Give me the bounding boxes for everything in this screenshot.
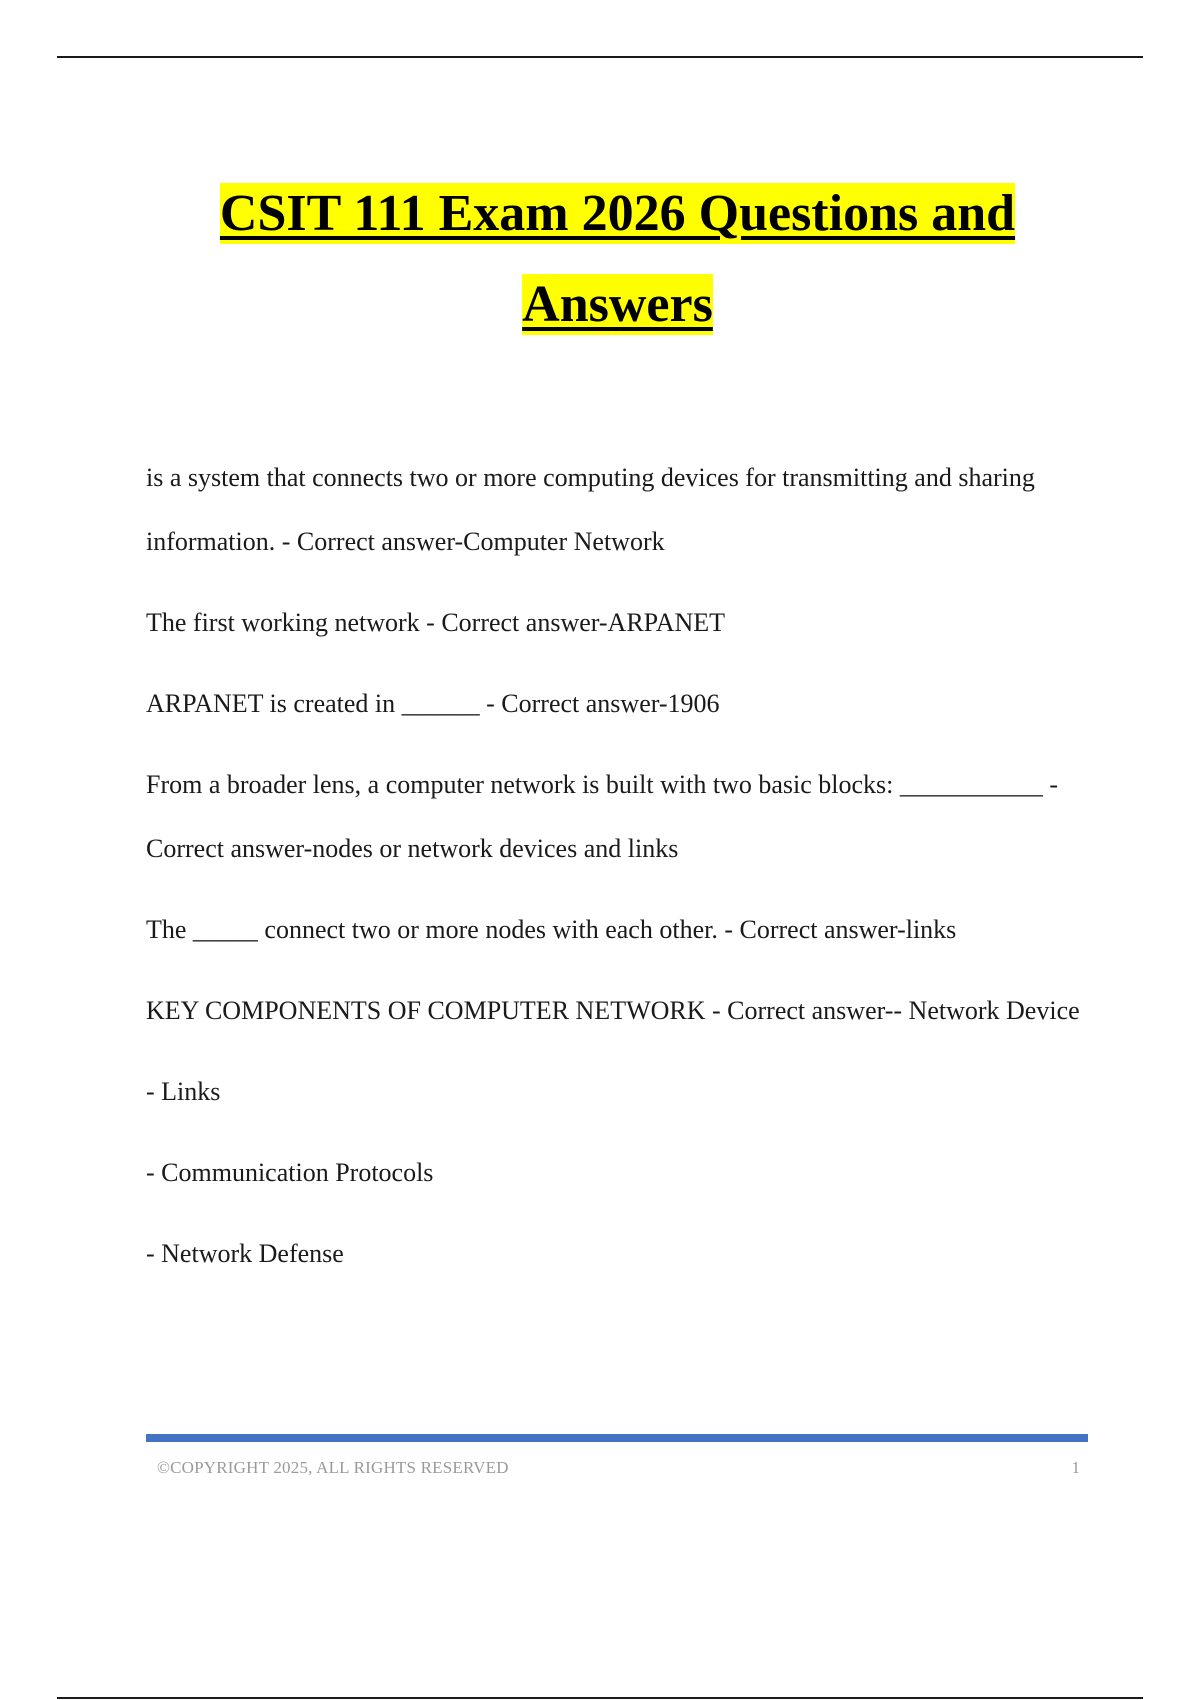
qa-paragraph: The first working network - Correct answer-ARPANET bbox=[146, 608, 726, 637]
qa-paragraph: KEY COMPONENTS OF COMPUTER NETWORK - Correct answer-- Network Device bbox=[146, 996, 1080, 1025]
list-item: - Communication Protocols bbox=[146, 1158, 434, 1187]
bottom-page-rule bbox=[57, 1697, 1143, 1699]
title-line-1: CSIT 111 Exam 2026 Questions and bbox=[219, 185, 1016, 242]
document-body bbox=[146, 446, 1086, 1303]
footer-copyright: ©COPYRIGHT 2025, ALL RIGHTS RESERVED bbox=[157, 1458, 509, 1477]
qa-paragraph: ARPANET is created in ______ - Correct answer-1906 bbox=[146, 689, 720, 718]
list-item: - Links bbox=[146, 1077, 221, 1106]
footer-divider-bar bbox=[146, 1434, 1088, 1442]
title-line-2: Answers bbox=[522, 276, 713, 333]
qa-paragraph: The _____ connect two or more nodes with each other. - Correct answer-links bbox=[146, 915, 957, 944]
page-number: 1 bbox=[1071, 1458, 1080, 1477]
document-title bbox=[0, 168, 1200, 350]
top-page-rule bbox=[57, 56, 1143, 58]
qa-paragraph: From a broader lens, a computer network is built with two basic blocks: ___________ - Correct answer-nodes or network devices and links bbox=[146, 770, 1059, 863]
list-item: - Network Defense bbox=[146, 1239, 344, 1268]
qa-paragraph: is a system that connects two or more computing devices for transmitting and sharing information. - Correct answer-Computer Network bbox=[146, 463, 1035, 556]
